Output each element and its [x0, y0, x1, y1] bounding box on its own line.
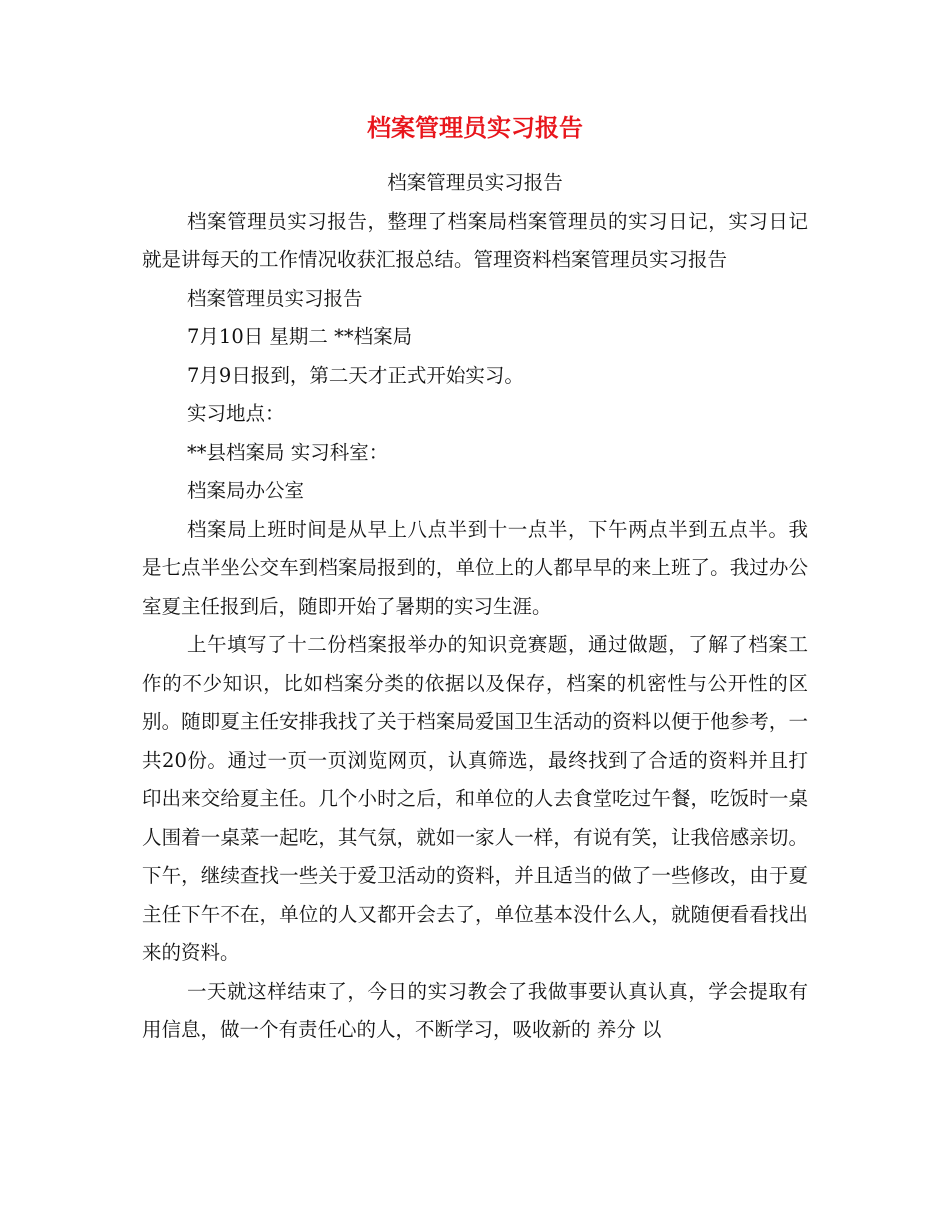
paragraph-morning-work: 上午填写了十二份档案报举办的知识竞赛题，通过做题，了解了档案工作的不少知识，比如档案分类的依据以及保存，档案的机密性与公开性的区别。随即夏主任安排我找了关于档案局爱国卫生活动的资料以便于他参考，一共20份。通过一页一页浏览网页，认真筛选，最终找到了合适的资料并且打印出来交给夏主任。几个小时之后，和单位的人去食堂吃过午餐，吃饭时一桌人围着一桌菜一起吃，其气氛，就如一家人一样，有说有笑，让我倍感亲切。下午，继续查找一些关于爱卫活动的资料，并且适当的做了一些修改，由于夏主任下午不在，单位的人又都开会去了，单位基本没什么人，就随便看看找出来的资料。 [142, 633, 808, 964]
paragraph-report-day: 7月9日报到，第二天才正式开始实习。 [187, 363, 524, 387]
paragraph-date: 7月10日 星期二 **档案局 [187, 325, 413, 348]
paragraph-location-label: 实习地点： [187, 402, 285, 425]
document-subtitle: 档案管理员实习报告 [387, 171, 563, 194]
document-title: 档案管理员实习报告 [367, 114, 583, 142]
paragraph-heading: 档案管理员实习报告 [187, 286, 363, 310]
paragraph-summary: 一天就这样结束了，今日的实习教会了我做事要认真认真，学会提取有用信息，做一个有责任心的人，不断学习，吸收新的 养分 以 [142, 979, 808, 1041]
paragraph-office: 档案局办公室 [187, 479, 305, 502]
paragraph-intro: 档案管理员实习报告，整理了档案局档案管理员的实习日记，实习日记就是讲每天的工作情况收获汇报总结。管理资料档案管理员实习报告 [142, 209, 808, 271]
paragraph-work-hours: 档案局上班时间是从早上八点半到十一点半，下午两点半到五点半。我是七点半坐公交车到档案局报到的，单位上的人都早早的来上班了。我过办公室夏主任报到后，随即开始了暑期的实习生涯。 [142, 517, 808, 618]
document-body [142, 164, 808, 1050]
paragraph-department: **县档案局 实习科室： [187, 440, 389, 464]
